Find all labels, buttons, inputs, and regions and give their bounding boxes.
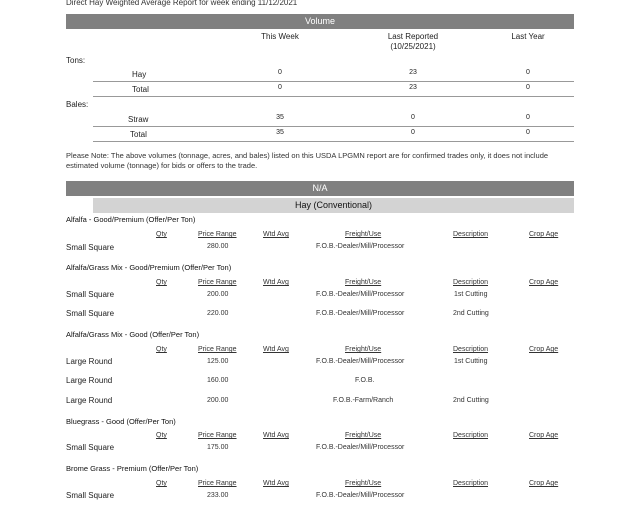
col-crop-age: Crop Age xyxy=(529,279,559,286)
description-cell: 2nd Cutting xyxy=(453,310,489,317)
volume-cell: 0 xyxy=(526,129,530,136)
freight-cell: F.O.B.-Dealer/Mill/Processor xyxy=(316,444,405,451)
price-cell: 200.00 xyxy=(207,397,229,404)
col-description: Description xyxy=(453,432,489,439)
description-cell: 1st Cutting xyxy=(454,291,488,298)
col-description: Description xyxy=(453,346,489,353)
col-price-range: Price Range xyxy=(198,346,237,353)
col-price-range: Price Range xyxy=(198,279,237,286)
row-label: Small Square xyxy=(66,309,115,318)
col-crop-age: Crop Age xyxy=(529,346,559,353)
bales-label: Bales: xyxy=(66,100,89,109)
price-cell: 160.00 xyxy=(207,377,229,384)
price-cell: 125.00 xyxy=(207,358,229,365)
col-crop-age: Crop Age xyxy=(529,480,559,487)
divider xyxy=(93,126,574,127)
volume-cell: 0 xyxy=(526,69,530,76)
volume-header: Volume xyxy=(66,14,574,29)
col-price-range: Price Range xyxy=(198,231,237,238)
section-title: Alfalfa - Good/Premium (Offer/Per Ton) xyxy=(66,215,196,224)
price-cell: 200.00 xyxy=(207,291,229,298)
col-wtd-avg: Wtd Avg xyxy=(263,346,289,353)
col-freight-use: Freight/Use xyxy=(345,480,382,487)
row-label: Small Square xyxy=(66,443,115,452)
col-last-reported-date: (10/25/2021) xyxy=(390,42,436,51)
col-qty: Qty xyxy=(156,432,167,439)
col-wtd-avg: Wtd Avg xyxy=(263,432,289,439)
price-cell: 175.00 xyxy=(207,444,229,451)
col-wtd-avg: Wtd Avg xyxy=(263,480,289,487)
volume-cell: 0 xyxy=(411,129,415,136)
col-description: Description xyxy=(453,480,489,487)
volume-row-label: Hay xyxy=(132,70,147,79)
row-label: Small Square xyxy=(66,243,115,252)
section-title: Brome Grass - Premium (Offer/Per Ton) xyxy=(66,464,199,473)
row-label: Small Square xyxy=(66,290,115,299)
col-price-range: Price Range xyxy=(198,480,237,487)
section-title: Alfalfa/Grass Mix - Good/Premium (Offer/Per Ton) xyxy=(66,263,232,272)
volume-row-label: Straw xyxy=(128,115,149,124)
col-qty: Qty xyxy=(156,231,167,238)
col-freight-use: Freight/Use xyxy=(345,346,382,353)
price-cell: 280.00 xyxy=(207,243,229,250)
volume-cell: 35 xyxy=(276,129,284,136)
report-title: Direct Hay Weighted Average Report for week ending 11/12/2021 xyxy=(66,0,298,7)
volume-cell: 0 xyxy=(526,114,530,121)
volume-cell: 35 xyxy=(276,114,284,121)
freight-cell: F.O.B. xyxy=(355,377,375,384)
volume-cell: 0 xyxy=(278,69,282,76)
row-label: Small Square xyxy=(66,491,115,500)
col-qty: Qty xyxy=(156,346,167,353)
col-description: Description xyxy=(453,231,489,238)
tons-label: Tons: xyxy=(66,56,86,65)
freight-cell: F.O.B.-Farm/Ranch xyxy=(333,397,394,404)
row-label: Large Round xyxy=(66,376,113,385)
freight-cell: F.O.B.-Dealer/Mill/Processor xyxy=(316,243,405,250)
row-label: Large Round xyxy=(66,357,113,366)
description-cell: 2nd Cutting xyxy=(453,397,489,404)
volume-cell: 23 xyxy=(409,69,417,76)
col-wtd-avg: Wtd Avg xyxy=(263,231,289,238)
col-wtd-avg: Wtd Avg xyxy=(263,279,289,286)
volume-row-label: Total xyxy=(130,130,147,139)
section-title: Alfalfa/Grass Mix - Good (Offer/Per Ton) xyxy=(66,330,200,339)
volume-note: Please Note: The above volumes (tonnage, acres, and bales) listed on this USDA LPGMN report are for confirmed trades only, it does not include estimated volume (tonnage) for bids or offers to the trade. xyxy=(66,151,549,170)
row-label: Large Round xyxy=(66,396,113,405)
col-freight-use: Freight/Use xyxy=(345,432,382,439)
col-crop-age: Crop Age xyxy=(529,231,559,238)
freight-cell: F.O.B.-Dealer/Mill/Processor xyxy=(316,310,405,317)
price-cell: 220.00 xyxy=(207,310,229,317)
divider xyxy=(93,141,574,142)
freight-cell: F.O.B.-Dealer/Mill/Processor xyxy=(316,492,405,499)
col-price-range: Price Range xyxy=(198,432,237,439)
hay-header: Hay (Conventional) xyxy=(93,198,574,213)
freight-cell: F.O.B.-Dealer/Mill/Processor xyxy=(316,358,405,365)
volume-row-label: Total xyxy=(132,85,149,94)
freight-cell: F.O.B.-Dealer/Mill/Processor xyxy=(316,291,405,298)
section-title: Bluegrass - Good (Offer/Per Ton) xyxy=(66,417,176,426)
volume-cell: 0 xyxy=(278,84,282,91)
volume-cell: 23 xyxy=(409,84,417,91)
col-crop-age: Crop Age xyxy=(529,432,559,439)
price-cell: 233.00 xyxy=(207,492,229,499)
col-this-week: This Week xyxy=(261,32,299,41)
volume-cell: 0 xyxy=(526,84,530,91)
divider xyxy=(93,81,574,82)
description-cell: 1st Cutting xyxy=(454,358,488,365)
volume-cell: 0 xyxy=(411,114,415,121)
col-freight-use: Freight/Use xyxy=(345,231,382,238)
divider xyxy=(93,96,574,97)
col-last-year: Last Year xyxy=(511,32,545,41)
na-header: N/A xyxy=(66,181,574,196)
col-last-reported: Last Reported xyxy=(387,32,439,41)
col-description: Description xyxy=(453,279,489,286)
col-freight-use: Freight/Use xyxy=(345,279,382,286)
col-qty: Qty xyxy=(156,480,167,487)
col-qty: Qty xyxy=(156,279,167,286)
